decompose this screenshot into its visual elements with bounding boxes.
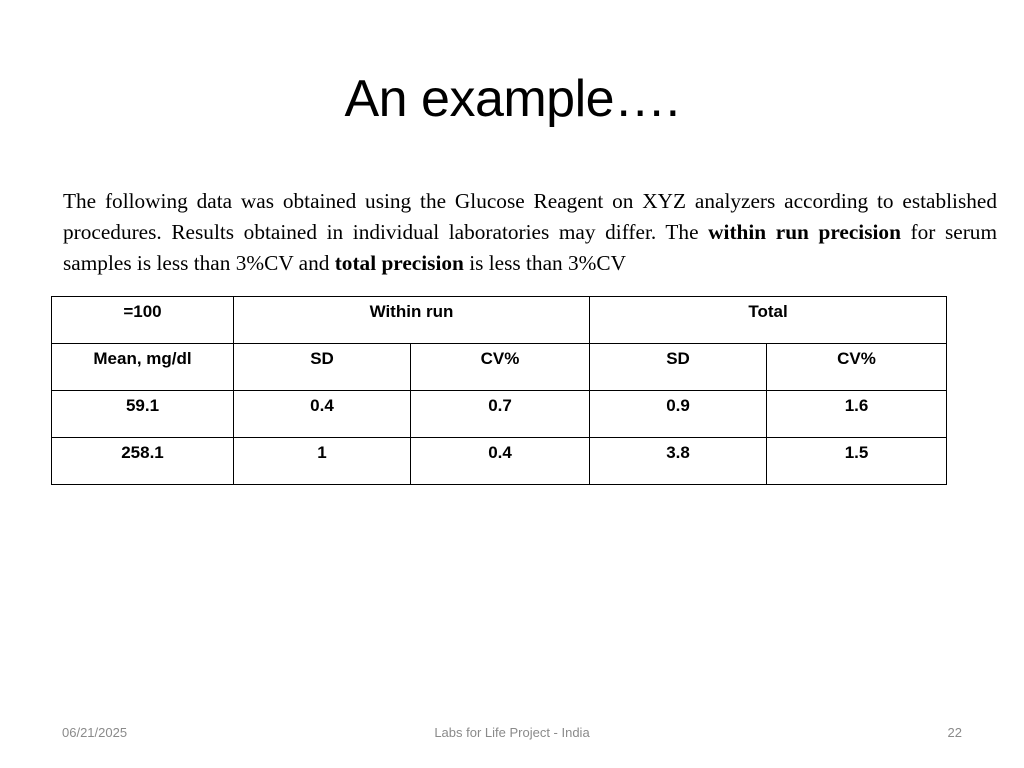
intro-bold-within-run: within run precision bbox=[708, 220, 901, 244]
table-row bbox=[52, 391, 947, 438]
intro-text-3: is less than 3%CV bbox=[463, 251, 626, 275]
header-cell-within-run: Within run bbox=[234, 297, 590, 344]
subheader-cell: SD bbox=[234, 344, 411, 391]
header-cell-n: =100 bbox=[52, 297, 234, 344]
header-cell-total: Total bbox=[590, 297, 947, 344]
intro-paragraph bbox=[63, 186, 997, 279]
slide-title: An example…. bbox=[344, 70, 680, 128]
footer-date: 06/21/2025 bbox=[62, 725, 128, 740]
subheader-cell: CV% bbox=[411, 344, 590, 391]
table-subheader-row bbox=[52, 344, 947, 391]
table-cell: 59.1 bbox=[52, 391, 234, 438]
table-cell: 1 bbox=[234, 438, 411, 485]
table-cell: 0.4 bbox=[234, 391, 411, 438]
footer-page-number: 22 bbox=[947, 725, 962, 740]
footer-project-name: Labs for Life Project - India bbox=[434, 725, 590, 740]
table-header-row bbox=[52, 297, 947, 344]
table-cell: 0.7 bbox=[411, 391, 590, 438]
intro-text-2: for serum samples is less than 3%CV and bbox=[63, 220, 998, 275]
intro-bold-total-precision: total precision bbox=[334, 251, 464, 275]
table-cell: 1.5 bbox=[767, 438, 947, 485]
subheader-cell: CV% bbox=[767, 344, 947, 391]
table-cell: 1.6 bbox=[767, 391, 947, 438]
table-cell: 3.8 bbox=[590, 438, 767, 485]
subheader-cell: SD bbox=[590, 344, 767, 391]
table-cell: 0.4 bbox=[411, 438, 590, 485]
table-cell: 258.1 bbox=[52, 438, 234, 485]
subheader-cell: Mean, mg/dl bbox=[52, 344, 234, 391]
precision-table bbox=[51, 296, 947, 485]
table-cell: 0.9 bbox=[590, 391, 767, 438]
intro-text-1: The following data was obtained using the Glucose Reagent on XYZ analyzers according to established procedures. Results obtained in individual laboratories may differ. The bbox=[63, 189, 997, 244]
table-row bbox=[52, 438, 947, 485]
